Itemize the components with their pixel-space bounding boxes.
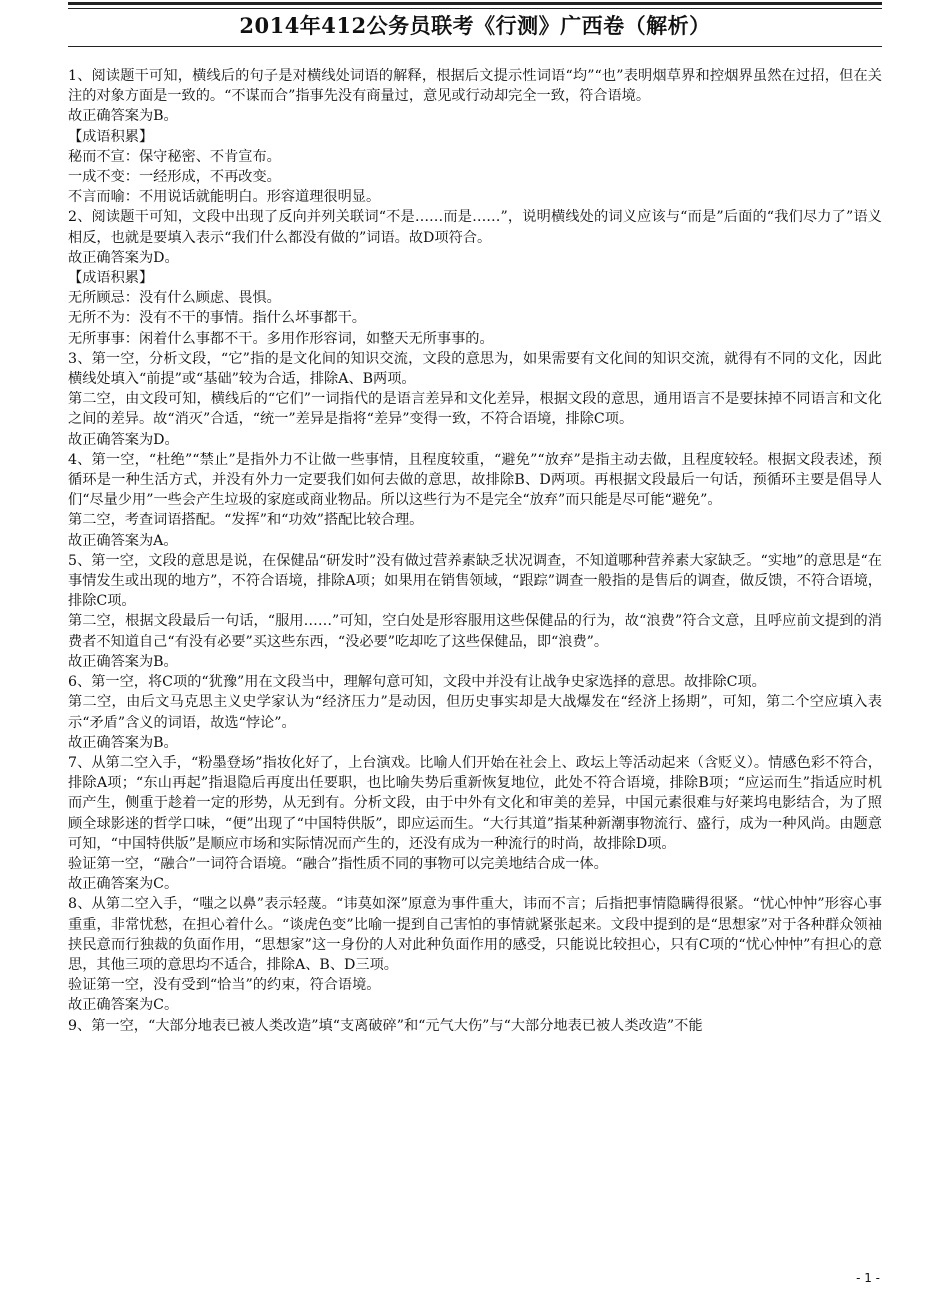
paragraph: 9、第一空，“大部分地表已被人类改造”填“支离破碎”和“元气大伤”与“大部分地表已被人类改造”不能 [68,1017,703,1034]
paragraph: 验证第一空，“融合”一词符合语境。“融合”指性质不同的事物可以完美地结合成一体。 [68,855,608,872]
page-title: 2014年412公务员联考《行测》广西卷（解析） [239,13,711,38]
paragraph: 3、第一空，分析文段，“它”指的是文化间的知识交流，文段的意思为，如果需要有文化间的知识交流，就得有不同的文化，因此横线处填入“前提”或“基础”较为合适，排除A、B两项。 [68,350,882,388]
paragraph: 无所不为：没有不干的事情。指什么坏事都干。 [68,310,366,327]
paragraph: 第二空，考查词语搭配。“发挥”和“功效”搭配比较合理。 [68,512,424,529]
paragraph: 故正确答案为C。 [68,997,179,1014]
paragraph: 2、阅读题干可知，文段中出现了反向并列关联词“不是……而是……”，说明横线处的词义应该与“而是”后面的“我们尽力了”语义相反，也就是要填入表示“我们什么都没有做的”词语。故D项符合。 [68,209,882,246]
paragraph: 故正确答案为D。 [68,431,179,448]
paragraph: 第二空，根据文段最后一句话，“服用……”可知，空白处是形容服用这些保健品的行为，故“浪费”符合文意，且呼应前文提到的消费者不知道自己“有没有必要”买这些东西，“没必要”吃却吃了这些保健品，即“浪费”。 [68,613,882,650]
paragraph: 故正确答案为D。 [68,249,179,266]
paragraph: 7、从第二空入手，“粉墨登场”指妆化好了，上台演戏。比喻人们开始在社会上、政坛上等活动起来（含贬义）。情感色彩不符合，排除A项；“东山再起”指退隐后再度出任要职，也比喻失势后重新恢复地位，此处不符合语境，排除B项；“应运而生”指适应时机而产生，侧重于趁着一定的形势，从无到有。分析文段，由于中外有文化和审美的差异，中国元素很难与好莱坞电影结合，为了照顾全球影迷的哲学口味，“便”出现了“中国特供版”，即应运而生。“大行其道”指某种新潮事物流行、盛行，成为一种风尚。由题意可知，“中国特供版”是顺应市场和实际情况而产生的，还没有成为一种流行的时尚，故排除D项。 [68,754,882,852]
title-rule [68,46,882,47]
paragraph: 6、第一空，将C项的“犹豫”用在文段当中，理解句意可知，文段中并没有让战争史家选择的意思。故排除C项。 [68,674,766,691]
paragraph: 4、第一空，“杜绝”“禁止”是指外力不让做一些事情，且程度较重，“避免”“放弃”是指主动去做，且程度较轻。根据文段表述，预循环是一种生活方式，并没有外力一定要我们如何去做的意思，故排除B、D两项。再根据文段最后一句话，预循环主要是倡导人们“尽量少用”一些会产生垃圾的家庭或商业物品。所以这些行为不是完全“放弃”而只能是尽可能“避免”。 [68,451,882,509]
paragraph: 【成语积累】 [68,128,154,145]
paragraph: 第二空，由文段可知，横线后的“它们”一词指代的是语言差异和文化差异，根据文段的意思，通用语言不是要抹掉不同语言和文化之间的差异。故“消灭”合适，“统一”差异是指将“差异”变得一致，不符合语境，排除C项。 [68,391,882,428]
paragraph: 无所顾忌：没有什么顾虑、畏惧。 [68,290,281,307]
page-number: - 1 - [856,1271,880,1285]
paragraph: 验证第一空，没有受到“恰当”的约束，符合语境。 [68,977,381,994]
paragraph: 秘而不宣：保守秘密、不肯宣布。 [68,148,281,165]
paragraph: 第二空，由后文马克思主义史学家认为“经济压力”是动因，但历史事实却是大战爆发在“经济上扬期”，可知，第二个空应填入表示“矛盾”含义的词语，故选“悖论”。 [68,694,882,731]
paragraph: 1、阅读题干可知，横线后的句子是对横线处词语的解释，根据后文提示性词语“均”“也”表明烟草界和控烟界虽然在过招，但在关注的对象方面是一致的。“不谋而合”指事先没有商量过，意见或行动却完全一致，符合语境。 [68,68,882,105]
paragraph: 不言而喻：不用说话就能明白。形容道理很明显。 [68,189,381,206]
header-rule [68,2,882,9]
document-body [68,66,882,1036]
paragraph: 8、从第二空入手，“嗤之以鼻”表示轻蔑。“讳莫如深”原意为事件重大，讳而不言；后指把事情隐瞒得很紧。“忧心忡忡”形容心事重重，非常忧愁，在担心着什么。“谈虎色变”比喻一提到自己害怕的事情就紧张起来。文段中提到的是“思想家”对于各种群众领袖挟民意而行独裁的负面作用，“思想家”这一身份的人对此种负面作用的感受，只能说比较担心，只有C项的“忧心忡忡”有担心的意思，其他三项的意思均不适合，排除A、B、D三项。 [68,896,882,973]
paragraph: 5、第一空，文段的意思是说，在保健品“研发时”没有做过营养素缺乏状况调查，不知道哪种营养素大家缺乏。“实地”的意思是“在事情发生或出现的地方”，不符合语境，排除A项；如果用在销售领域，“跟踪”调查一般指的是售后的调查，做反馈，不符合语境，排除C项。 [68,552,882,610]
paragraph: 故正确答案为A。 [68,532,178,549]
paragraph: 故正确答案为C。 [68,876,179,893]
paragraph: 故正确答案为B。 [68,653,178,670]
paragraph: 【成语积累】 [68,270,154,287]
paragraph: 故正确答案为B。 [68,734,178,751]
paragraph: 一成不变：一经形成，不再改变。 [68,169,281,186]
paragraph: 故正确答案为B。 [68,108,178,125]
paragraph: 无所事事：闲着什么事都不干。多用作形容词，如整天无所事事的。 [68,330,494,347]
